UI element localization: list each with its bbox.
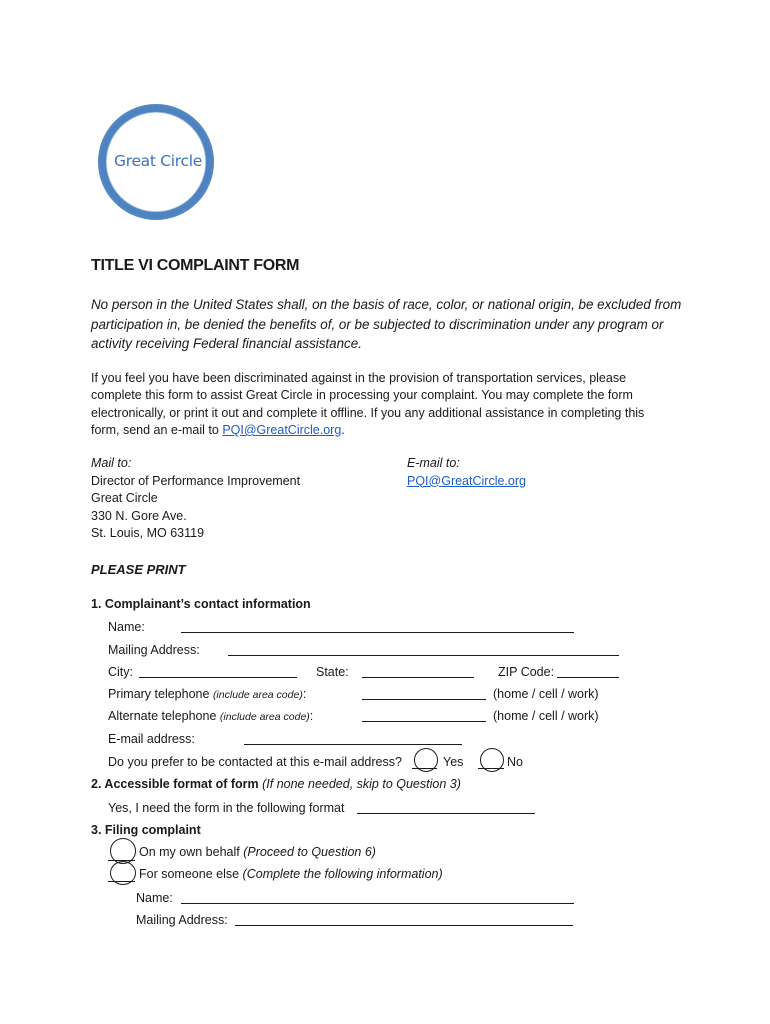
section2-heading: 2. Accessible format of form [91,777,259,791]
other-mailing-label: Mailing Address: [136,913,228,927]
contact-yes-underline [412,768,437,769]
other-name-label: Name: [136,891,173,905]
email-address-label: E-mail address: [108,732,195,746]
someone-else-hint: (Complete the following information) [242,867,443,881]
section3-heading: 3. Filing complaint [91,823,201,837]
email-to-heading: E-mail to: [407,456,460,470]
mailing-address-field[interactable] [228,655,619,656]
own-behalf-label: On my own behalf [139,845,240,859]
mail-line: Great Circle [91,491,158,505]
contact-yes-label: Yes [443,755,464,769]
alternate-phone-type: (home / cell / work) [493,709,599,723]
email-address-field[interactable] [244,744,462,745]
mailing-address-label: Mailing Address: [108,643,200,657]
own-behalf-option [139,845,376,859]
name-label: Name: [108,620,145,634]
mail-line: Director of Performance Improvement [91,473,301,488]
state-field[interactable] [362,677,474,678]
format-label: Yes, I need the form in the following format [108,801,345,815]
city-field[interactable] [139,677,297,678]
alternate-telephone-field[interactable] [362,721,486,722]
alternate-telephone-colon: : [309,709,314,723]
instructions-end: . [341,422,345,437]
great-circle-logo [94,100,218,224]
other-name-field[interactable] [181,903,574,904]
section1-heading: 1. Complainant’s contact information [91,597,311,611]
email-to-link[interactable]: PQI@GreatCircle.org [407,473,526,488]
section2-heading-row [91,777,461,791]
section2-hint: (If none needed, skip to Question 3) [262,777,461,791]
logo-text: Great Circle [114,152,203,170]
state-label: State: [316,665,349,679]
name-field[interactable] [181,632,574,633]
primary-telephone-field[interactable] [362,699,486,700]
alternate-telephone-label [108,709,313,723]
contact-no-underline [478,768,504,769]
primary-telephone-label [108,687,306,701]
own-behalf-hint: (Proceed to Question 6) [243,845,376,859]
mail-to-block [91,455,391,543]
instructions-email-link[interactable]: PQI@GreatCircle.org [222,422,342,437]
intro-statement: No person in the United States shall, on the basis of race, color, or national origin, be excluded from participation in, be denied the benefits of, or be subjected to discrimination under any program or activity receiving Federal financial assistance. [91,297,682,351]
zip-label: ZIP Code: [498,665,555,679]
form-title: TITLE VI COMPLAINT FORM [91,257,300,274]
primary-telephone-text: Primary telephone [108,687,210,701]
zip-field[interactable] [557,677,619,678]
primary-telephone-colon: : [302,687,307,701]
mail-line: 330 N. Gore Ave. [91,508,187,523]
alternate-telephone-hint: (include area code) [219,711,310,723]
alternate-telephone-text: Alternate telephone [108,709,217,723]
mail-to-heading: Mail to: [91,456,132,470]
someone-else-underline [108,881,135,882]
contact-no-label: No [507,755,523,769]
mail-line: St. Louis, MO 63119 [91,526,205,540]
someone-else-option [139,867,443,881]
format-field[interactable] [357,813,535,814]
someone-else-label: For someone else [139,867,240,881]
email-to-block [407,455,657,490]
please-print-heading: PLEASE PRINT [91,562,186,577]
city-label: City: [108,665,133,679]
primary-phone-type: (home / cell / work) [493,687,599,701]
instructions-text: If you feel you have been discriminated against in the provision of transportation services, please complete this form to assist Great Circle in processing your complaint. You may complete the form electronically, or print it out and complete it offline. If you any additional assistance in completing this form, send an e-mail to [91,371,645,437]
instructions-paragraph [91,370,661,439]
other-mailing-field[interactable] [235,925,573,926]
primary-telephone-hint: (include area code) [212,689,303,701]
contact-email-question: Do you prefer to be contacted at this e-mail address? [108,755,402,769]
